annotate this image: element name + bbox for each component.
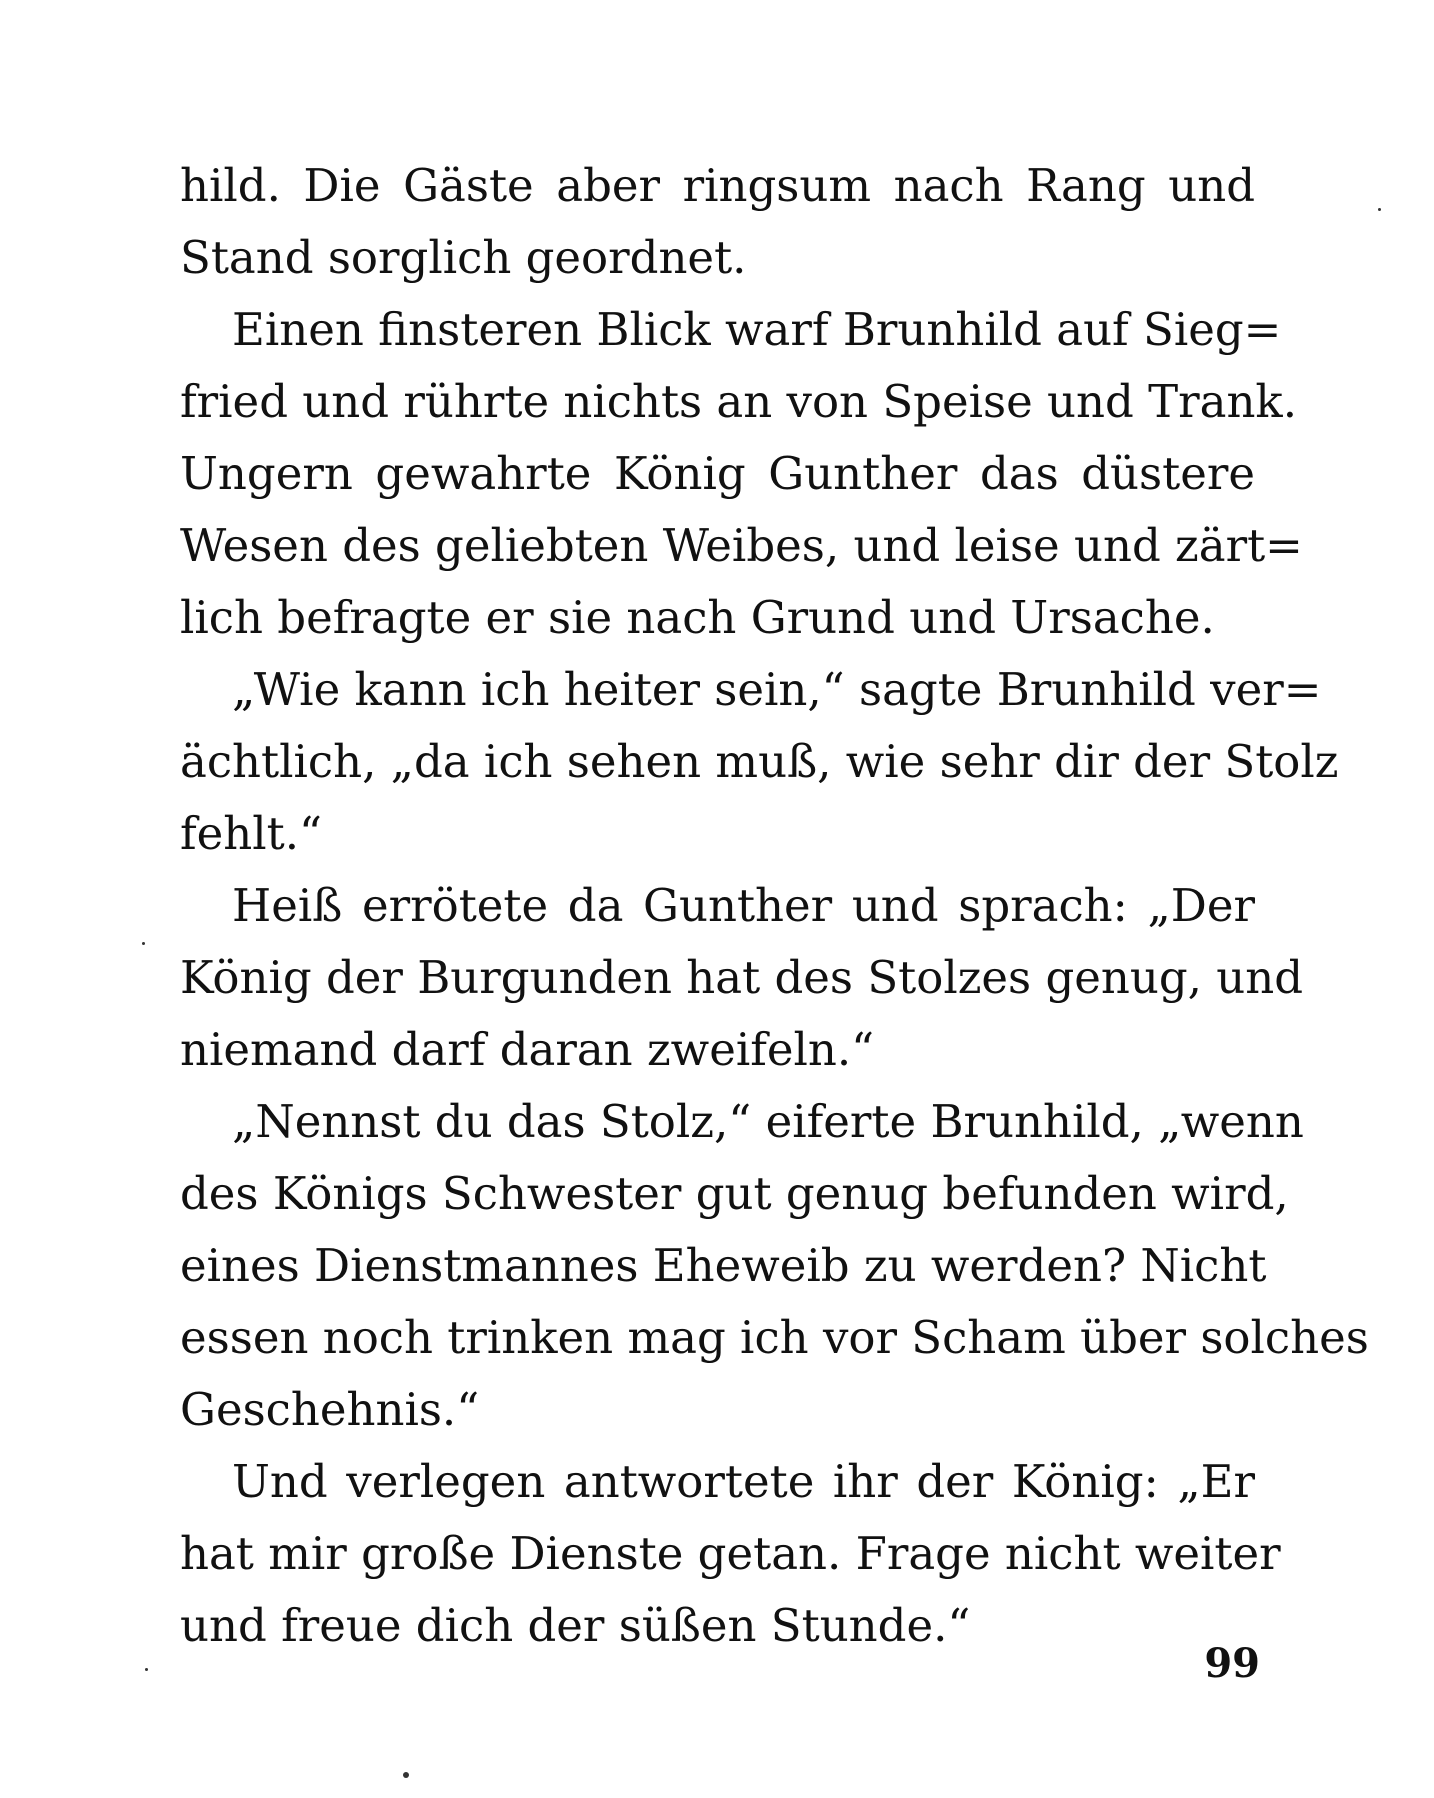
text-line: essen noch trinken mag ich vor Scham über solches [180, 1311, 1369, 1364]
text-line: Ungern gewahrte König Gunther das düstere [180, 447, 1255, 500]
text-line: „Wie kann ich heiter sein,“ sagte Brunhild ver= [232, 663, 1322, 716]
text-line: des Königs Schwester gut genug befunden wird, [180, 1167, 1289, 1220]
text-line: „Nennst du das Stolz,“ eiferte Brunhild, „wenn [232, 1095, 1304, 1148]
body-text [180, 150, 1369, 1662]
text-line: hat mir große Dienste getan. Frage nicht weiter [180, 1527, 1281, 1580]
text-line: Heiß errötete da Gunther und sprach: „Der [232, 879, 1255, 932]
text-line: Einen finsteren Blick warf Brunhild auf Sieg= [232, 303, 1282, 356]
scan-speck [1378, 208, 1381, 211]
text-line: hild. Die Gäste aber ringsum nach Rang und [180, 159, 1255, 212]
text-line: niemand darf daran zweifeln.“ [180, 1023, 875, 1076]
text-line: König der Burgunden hat des Stolzes genug, und [180, 951, 1304, 1004]
text-line: Und verlegen antwortete ihr der König: „Er [232, 1455, 1255, 1508]
text-line: lich befragte er sie nach Grund und Ursache. [180, 591, 1215, 644]
page-number: 99 [1204, 1640, 1260, 1687]
scan-speck [142, 942, 145, 945]
scan-speck [145, 1668, 148, 1671]
scan-speck [403, 1772, 409, 1778]
text-line: fried und rührte nichts an von Speise und Trank. [180, 375, 1298, 428]
text-line: ächtlich, „da ich sehen muß, wie sehr dir der Stolz [180, 735, 1339, 788]
text-line: Wesen des geliebten Weibes, und leise und zärt= [180, 519, 1303, 572]
text-line: Geschehnis.“ [180, 1383, 480, 1436]
text-line: eines Dienstmannes Eheweib zu werden? Nicht [180, 1239, 1267, 1292]
text-line: fehlt.“ [180, 807, 323, 860]
text-line: und freue dich der süßen Stunde.“ [180, 1599, 971, 1652]
text-line: Stand sorglich geordnet. [180, 231, 747, 284]
